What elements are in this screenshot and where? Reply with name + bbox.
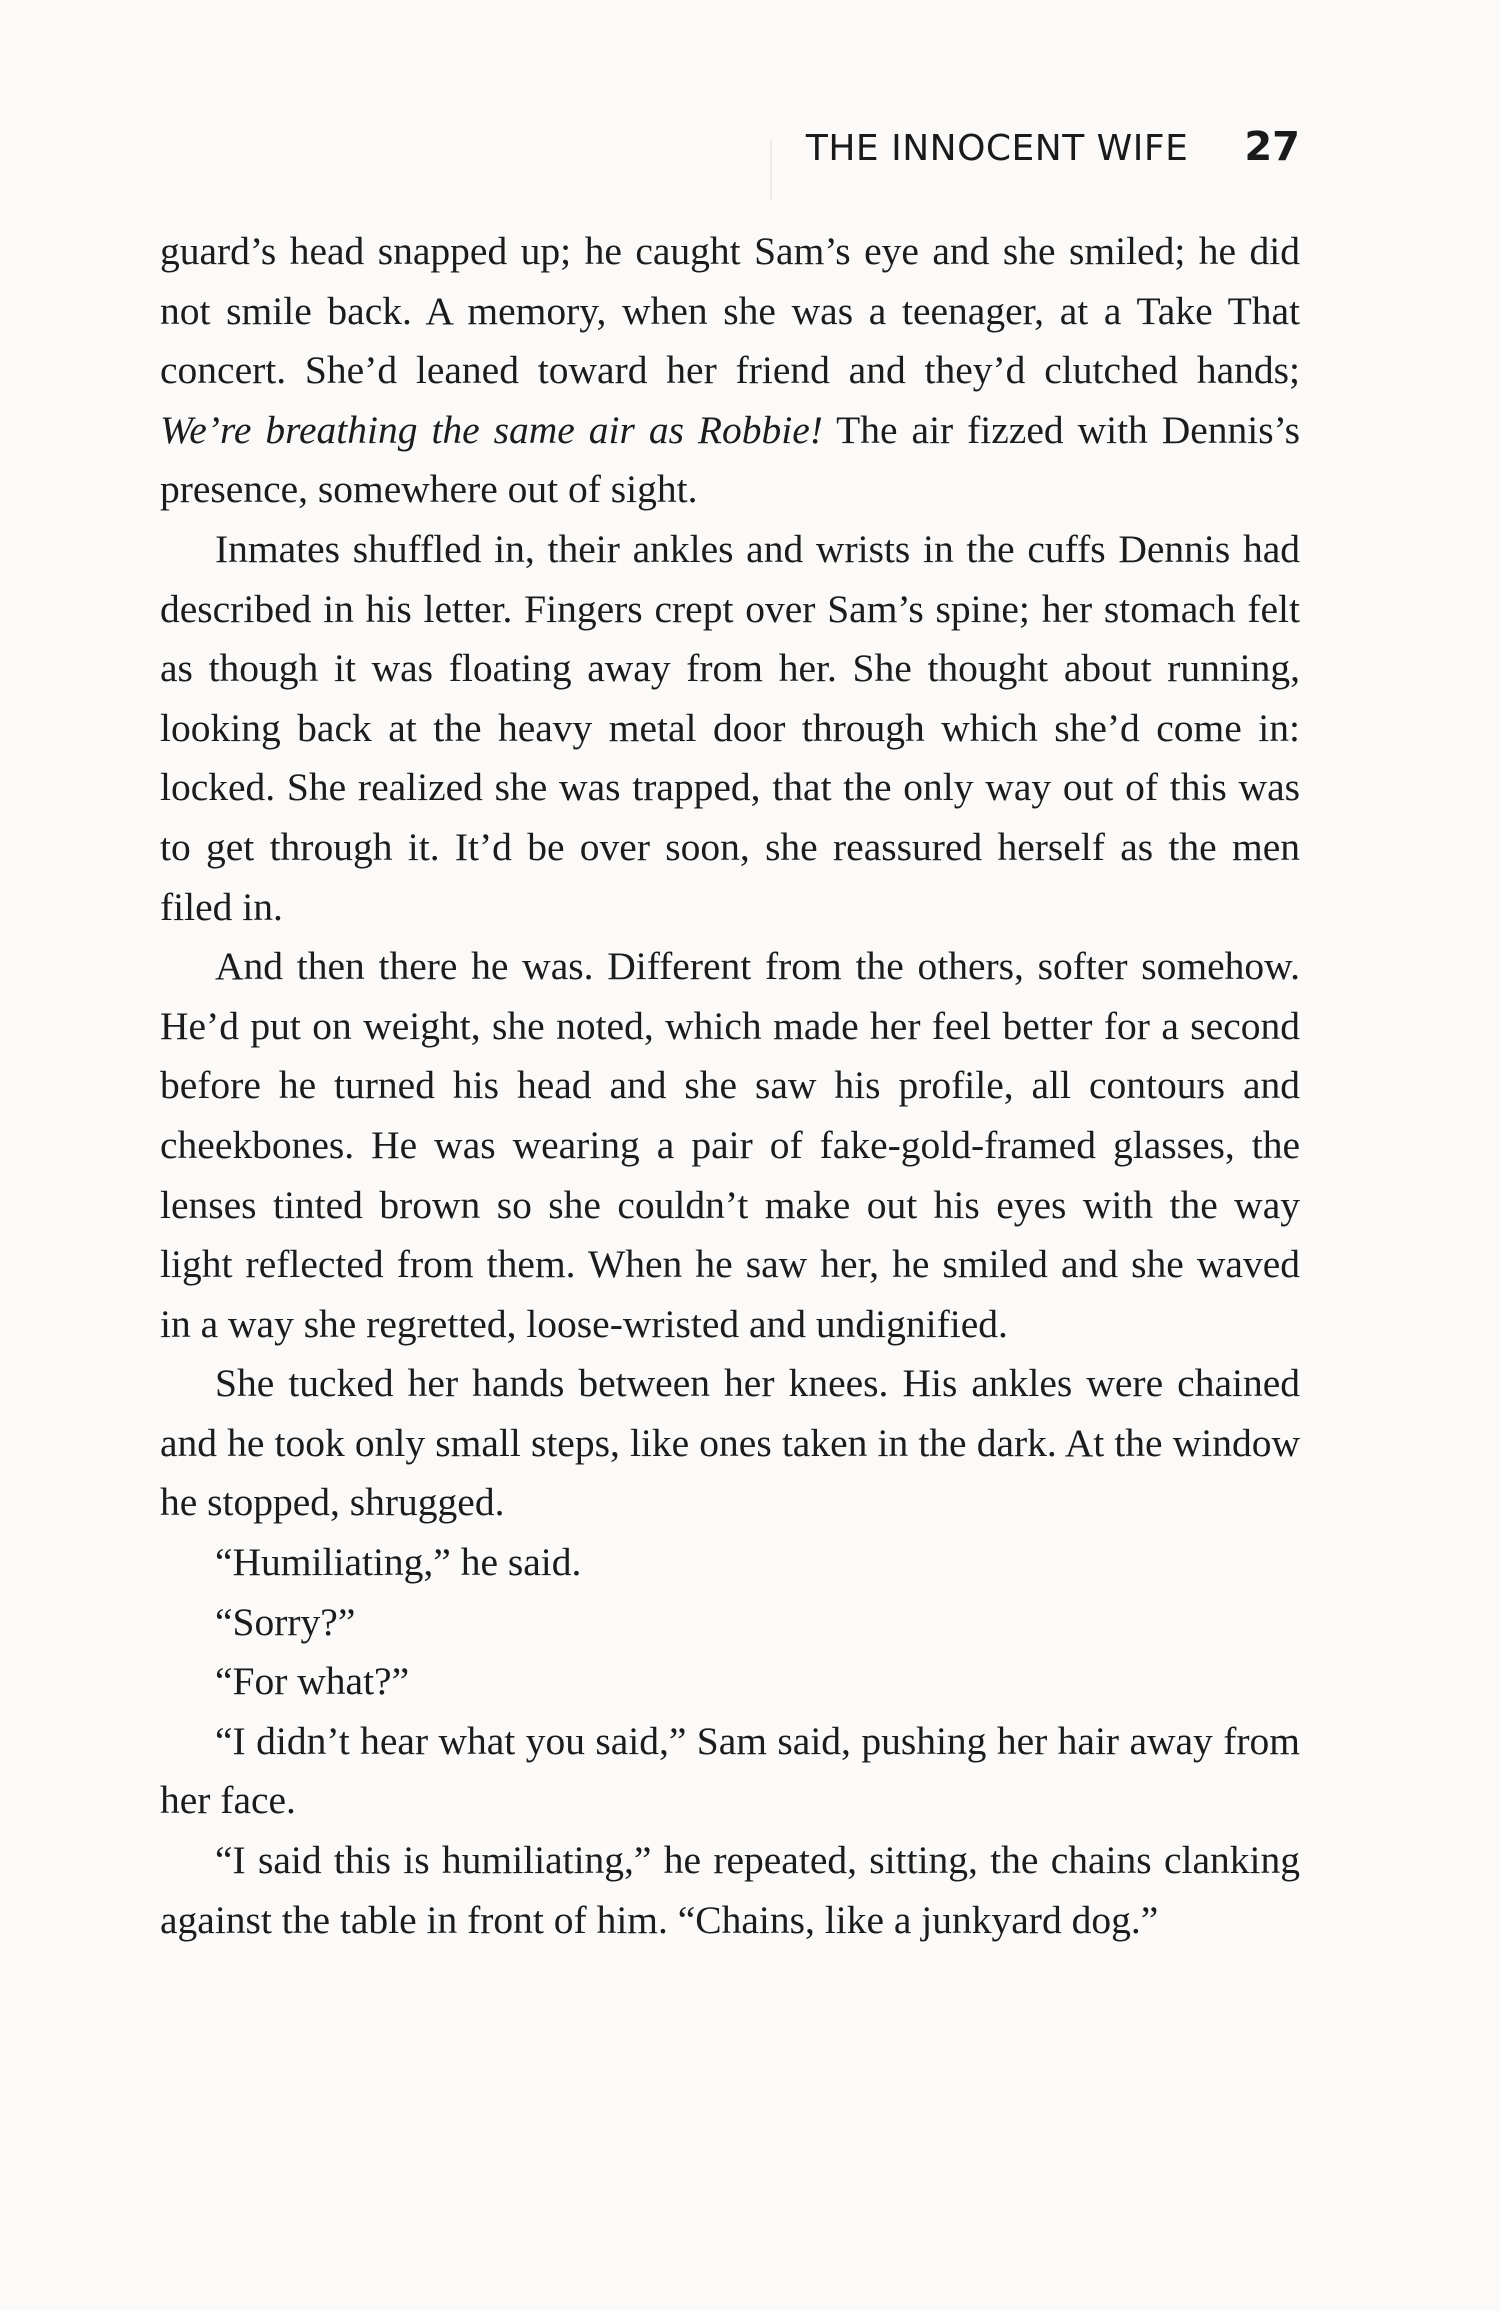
dialogue-line-1: “Humiliating,” he said. — [215, 1540, 582, 1585]
paragraph-1 — [160, 222, 1300, 520]
dialogue-line-3: “For what?” — [215, 1659, 410, 1704]
paragraph-3: And then there he was. Different from the others, softer somehow. He’d put on weight, she noted, which made her feel better for a second before he turned his head and she saw his profile, all contours and cheekbones. He was wearing a pair of fake-gold-framed glasses, the lenses tinted brown so she couldn’t make out his eyes with the way light reflected from them. When he saw her, he smiled and she waved in a way she regretted, loose-wristed and undignified. — [160, 944, 1300, 1346]
dialogue-line-2: “Sorry?” — [215, 1599, 356, 1644]
dialogue-line-5: “I said this is humiliating,” he repeated, sitting, the chains clanking against the table in front of him. “Chains, like a junkyard dog.” — [160, 1838, 1300, 1942]
paragraph-4: She tucked her hands between her knees. His ankles were chained and he took only small steps, like ones taken in the dark. At the window he stopped, shrugged. — [160, 1361, 1300, 1525]
paragraph-1-italic-quote: We’re breathing the same air as Robbie! — [160, 407, 823, 452]
paragraph-1-text-b: The air fizzed with Dennis’s presence, somewhere out of sight. — [160, 407, 1300, 512]
paragraph-2: Inmates shuffled in, their ankles and wrists in the cuffs Dennis had described in his letter. Fingers crept over Sam’s spine; her stomach felt as though it was floating away from her. She thought about running, looking back at the heavy metal door through which she’d come in: locked. She realized she was trapped, that the only way out of this was to get through it. It’d be over soon, she reassured herself as the men filed in. — [160, 526, 1300, 929]
paragraph-1-text-a: guard’s head snapped up; he caught Sam’s eye and she smiled; he did not smile back. A memory, when she was a teenager, at a Take That concert. She’d leaned toward her friend and they’d clutched hands; — [160, 229, 1300, 393]
body-text — [160, 222, 1300, 1950]
page-number: 27 — [1244, 124, 1300, 170]
dialogue-line-4: “I didn’t hear what you said,” Sam said, pushing her hair away from her face. — [160, 1718, 1300, 1823]
running-header — [160, 124, 1300, 170]
book-title: THE INNOCENT WIFE — [805, 128, 1189, 169]
